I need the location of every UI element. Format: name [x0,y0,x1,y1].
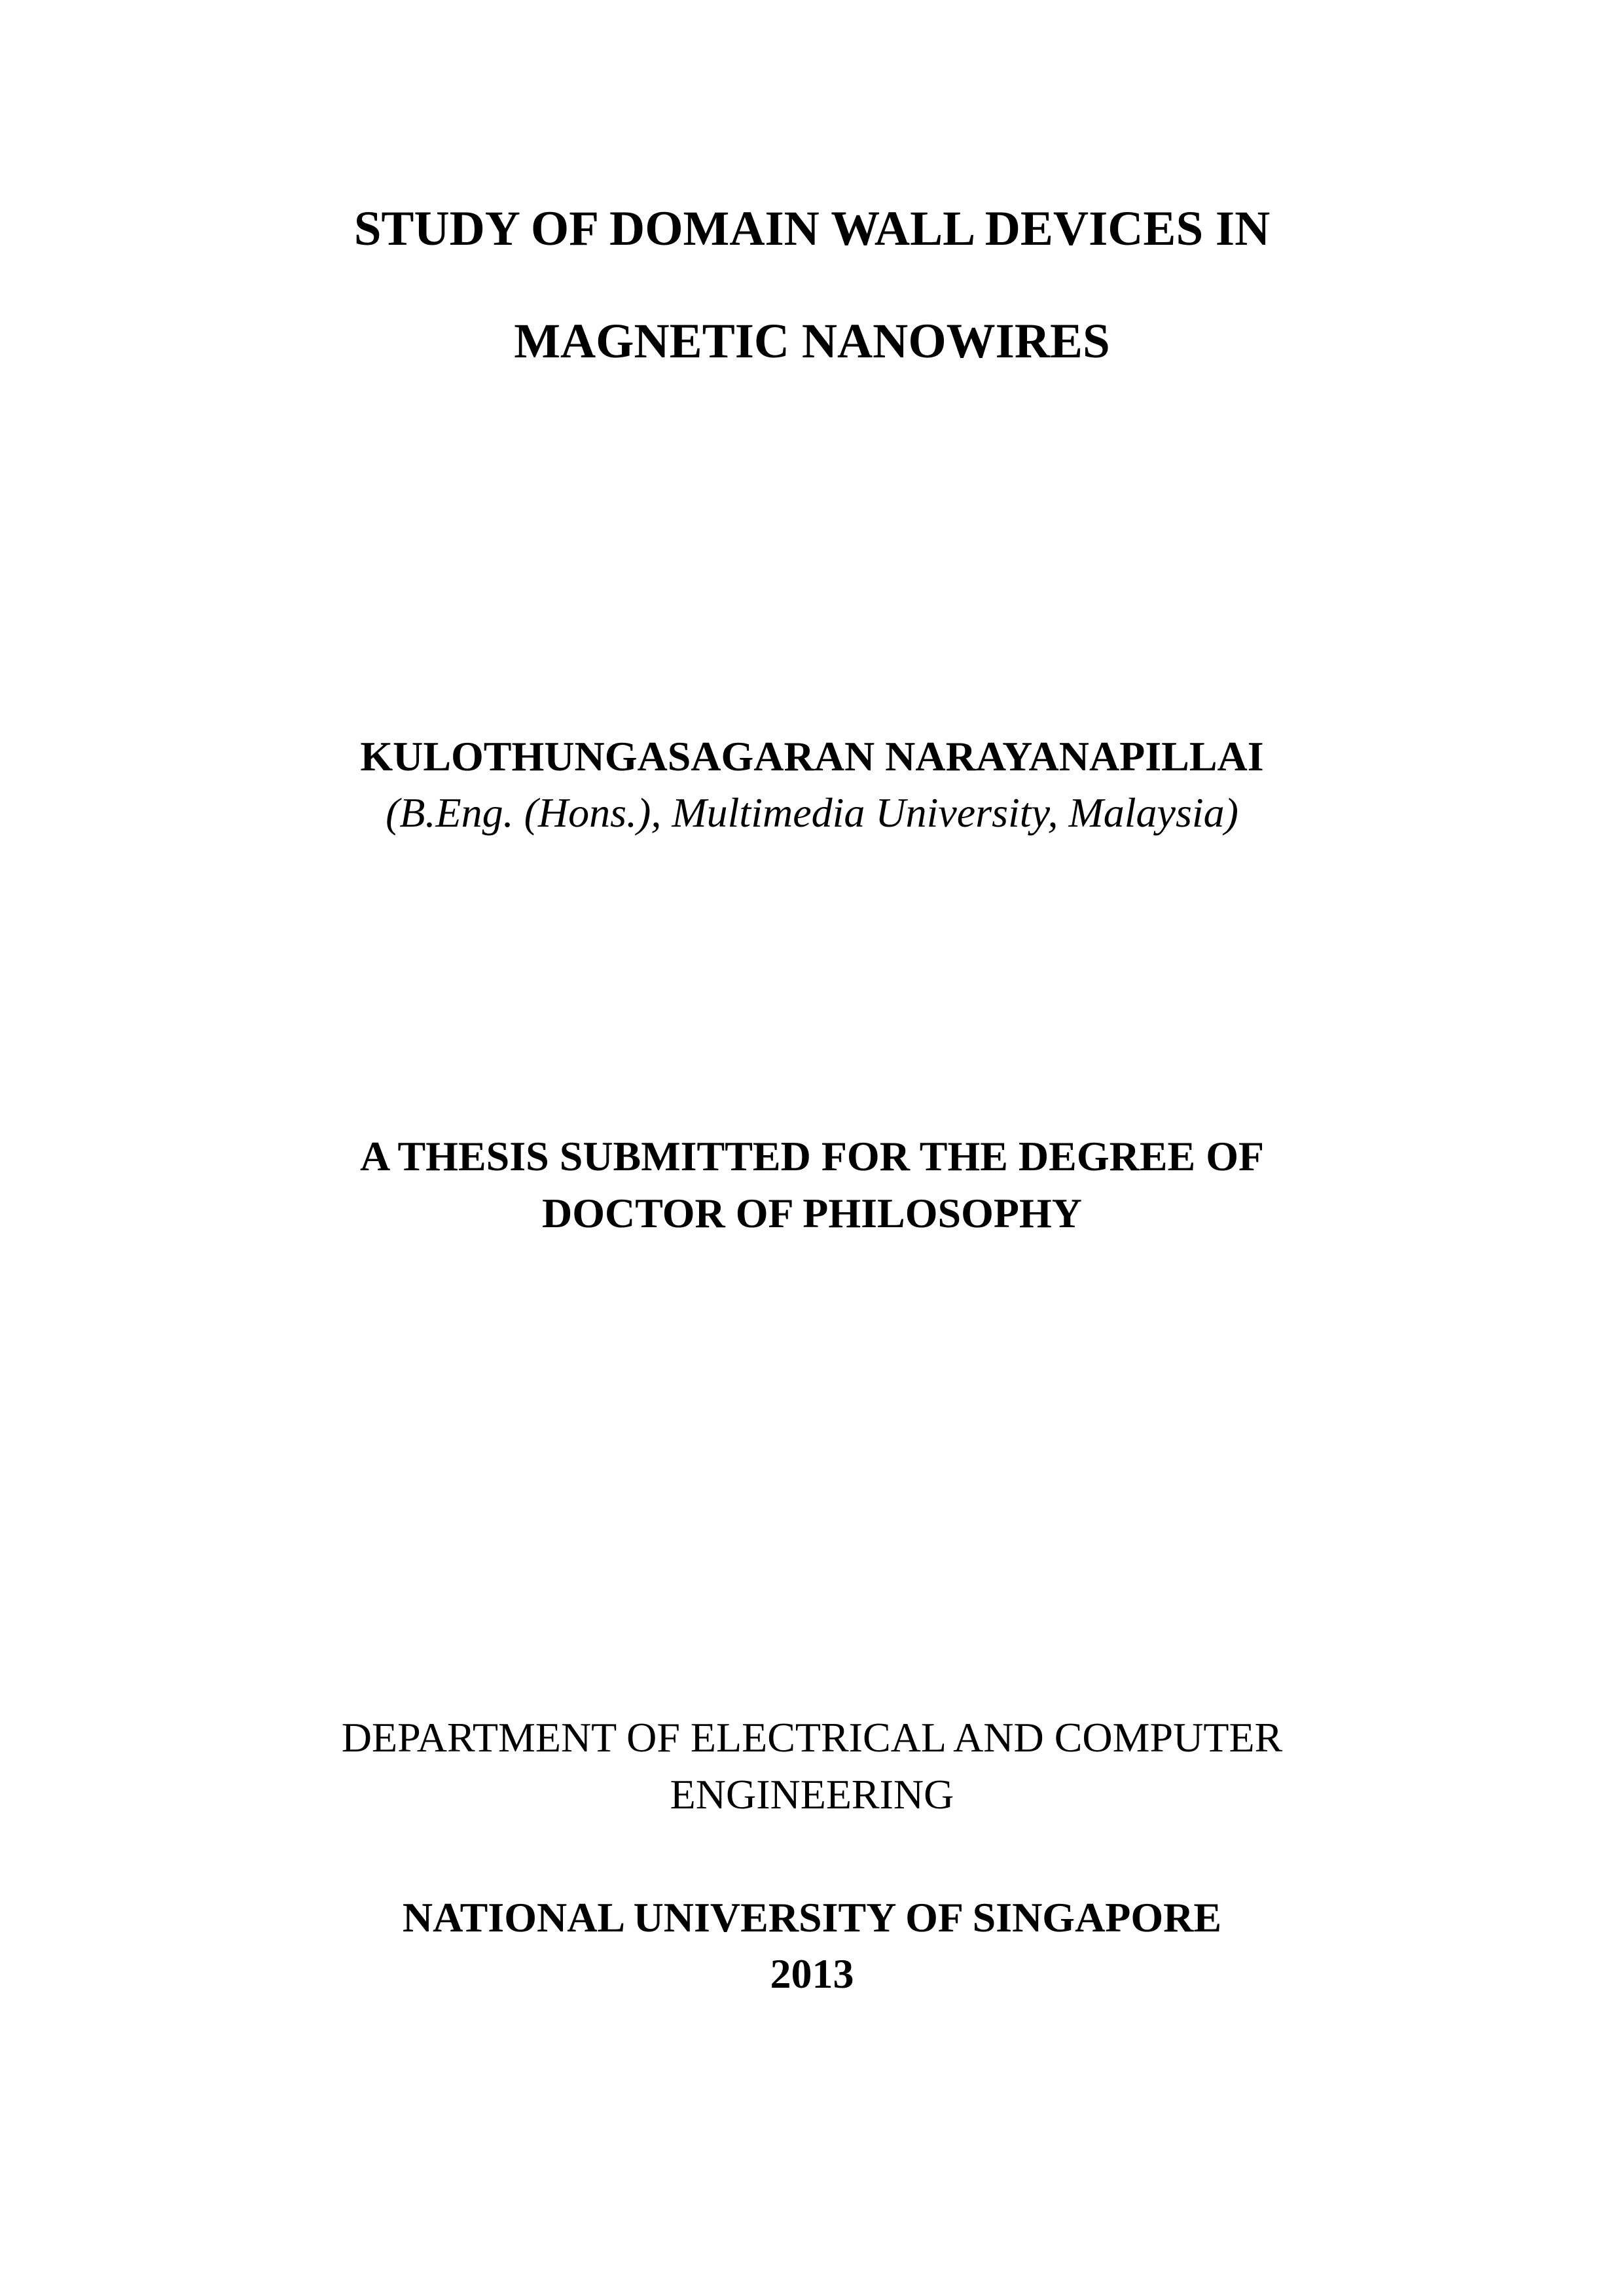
submission-year: 2013 [770,1950,854,1997]
department-line-2: ENGINEERING [670,1771,954,1818]
author-credentials: (B.Eng. (Hons.), Multimedia University, Malaysia) [386,789,1238,836]
university-name: NATIONAL UNIVERSITY OF SINGAPORE [402,1894,1222,1941]
thesis-title-line-1: STUDY OF DOMAIN WALL DEVICES IN [353,202,1271,256]
degree-statement-line-1: A THESIS SUBMITTED FOR THE DEGREE OF [359,1133,1265,1179]
author-name: KULOTHUNGASAGARAN NARAYANAPILLAI [360,733,1264,780]
thesis-title-line-2: MAGNETIC NANOWIRES [514,314,1110,368]
degree-statement-line-2: DOCTOR OF PHILOSOPHY [542,1190,1082,1236]
department-line-1: DEPARTMENT OF ELECTRICAL AND COMPUTER [341,1714,1283,1761]
